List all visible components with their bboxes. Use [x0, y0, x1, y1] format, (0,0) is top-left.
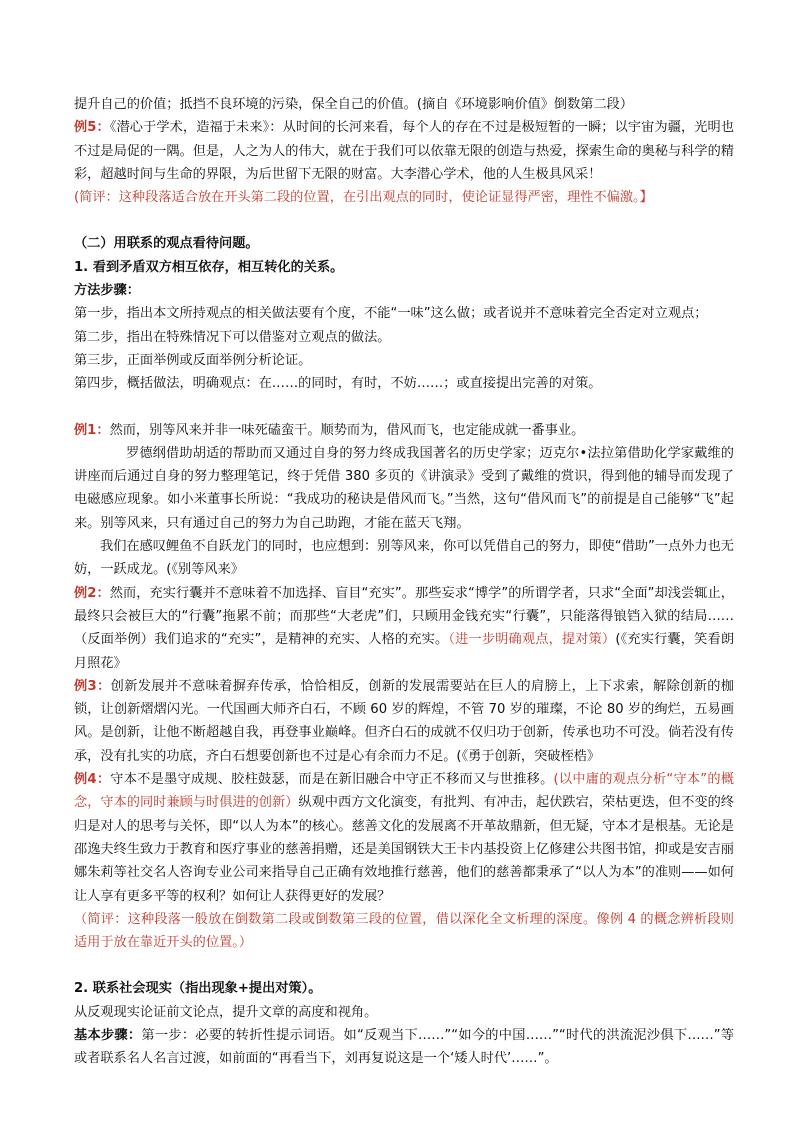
step-4: 第四步，概括做法，明确观点：在……的同时，有时，不妨……；或直接提出完善的对策。 — [74, 376, 602, 392]
example-4-comment: （简评：这种段落一般放在倒数第二段或倒数第三段的位置，借以深化全文析理的深度。像例 4 的概念辨析段则适用于放在靠近开头的位置。） — [74, 911, 734, 951]
example-1-paragraph-3: 我们在感叹鲤鱼不自跃龙门的同时，也应想到：别等风来，你可以凭借自己的努力，即使“借助”一点外力也无妨，一跃成龙。(《别等风来》 — [74, 539, 734, 578]
example-5-comment: (简评：这种段落适合放在开头第二段的位置，在引出观点的同时，使论证显得严密，理性不偏激。】 — [74, 190, 653, 206]
basic-steps — [74, 1024, 734, 1071]
example-1-body: 然而，别等风来并非一味死磕蛮干。顺势而为，借风而飞，也定能成就一番事业。 — [109, 422, 585, 438]
spacer — [74, 209, 734, 232]
example-4-body-a: 守本不是墨守成规、胶柱鼓瑟，而是在新旧融合中守正不移而又与世推移。 — [110, 772, 554, 788]
example-1-paragraph-2: 罗德纲借助胡适的帮助而又通过自身的努力终成我国著名的历史学家；迈克尔•法拉第借助化学家戴维的讲座而后通过自身的努力整理笔记，终于凭借 380 多页的《讲演录》受到了戴维的赏识，得到他的辅导而发现了电磁感应现象。如小米董事长所说：“我成功的秘诀是借风而飞。”当然，这句“借风而飞”的前提是自己能够“飞”起来。别等风来，只有通过自己的努力为自己助跑，才能在蓝天飞翔。 — [74, 445, 734, 531]
example-4-body-b: 纵观中西方文化演变，有批判、有冲击，起伏跌宕，荣枯更迭，但不变的终归是对人的思考与关怀，即“以人为本”的核心。慈善文化的发展离不开革故鼎新，但无疑，守本才是根基。无论是邵逸夫终生致力于教育和医疗事业的慈善捐赠，还是美国钢铁大王卡内基投资上亿修建公共图书馆，抑或是安吉丽娜朱莉等社交名人咨询专业公司来指导自己正确有效地推行慈善，他们的慈善都秉承了“以人为本”的准则——如何让人享有更多平等的权利？如何让人获得更好的发展？ — [74, 795, 734, 904]
example-4-note: (以中庸的观点分析“守本”的概念，守本的同时兼顾与时俱进的创新） — [74, 772, 735, 811]
example-2-source: (《充实行囊，笑看朗月照花》 — [74, 632, 735, 671]
example-1-label: 例1： — [74, 422, 110, 438]
example-5 — [74, 116, 734, 186]
subsection-heading-1: 1. 看到矛盾双方相互依存，相互转化的关系。 — [74, 259, 344, 275]
example-1 — [74, 419, 734, 442]
example-3 — [74, 675, 734, 768]
step-2: 第二步，指出在特殊情况下可以借鉴对立观点的做法。 — [74, 329, 391, 345]
spacer — [74, 396, 734, 419]
example-3-body: 创新发展并不意味着摒弃传承，恰恰相反，创新的发展需要站在巨人的肩膀上，上下求索，解除创新的枷锁，让创新熠熠闪光。一代国画大师齐白石，不顾 60 岁的辉煌，不管 70 岁的璀璨，不论 80 岁的绚烂，五易画风。是创新，让他不断超越自我，再登事业巅峰。但齐白石的成就不仅归功于创新，传承也功不可没。倘若没有传承，没有扎实的功底，齐白石想要创新也不过是心有余而力不足。(《勇于创新，突破桎梏》 — [74, 678, 734, 764]
example-3-label: 例3： — [74, 678, 111, 694]
spacer — [74, 954, 734, 977]
example-2 — [74, 582, 734, 675]
example-4-label: 例4： — [74, 772, 111, 788]
example-2-label: 例2： — [74, 585, 110, 601]
basic-steps-title: 基本步骤： — [74, 1027, 142, 1043]
step-3: 第三步，正面举例或反面举例分析论证。 — [74, 352, 312, 368]
example-4 — [74, 768, 734, 908]
section-heading: （二）用联系的观点看待问题。 — [74, 236, 259, 252]
subsection-heading-2: 2. 联系社会现实（指出现象+提出对策）。 — [74, 981, 322, 997]
document-page — [74, 93, 734, 1071]
basic-steps-body: 第一步：必要的转折性提示词语。如“反观当下……”“如今的中国……”“时代的洪流泥沙俱下……”等或者联系名人名言过渡，如前面的“再看当下，刘再复说这是一个‘矮人时代’……”。 — [74, 1027, 735, 1067]
example-5-body: 《潜心于学术，造福于未来》：从时间的长河来看，每个人的存在不过是极短暂的一瞬；以宇宙为疆，光明也不过是局促的一隅。但是，人之为人的伟大，就在于我们可以依靠无限的创造与热爱，探索生命的奥秘与科学的精彩，超越时间与生命的界限，为后世留下无限的财富。大李潜心学术，他的人生极具风采！ — [74, 120, 735, 182]
method-title: 方法步骤： — [74, 283, 140, 299]
example-2-note: （进一步明确观点，提对策） — [448, 632, 616, 648]
paragraph-intro: 提升自己的价值；抵挡不良环境的污染，保全自己的价值。(摘自《环境影响价值》倒数第二段） — [74, 97, 634, 112]
subsection-2-intro: 从反观现实论证前文论点，提升文章的高度和视角。 — [74, 1004, 378, 1020]
step-1: 第一步，指出本文所持观点的相关做法要有个度，不能“一味”这么做；或者说并不意味着完全否定对立观点； — [74, 306, 708, 322]
example-5-label: 例5： — [74, 120, 110, 136]
example-2-body: 然而，充实行囊并不意味着不加选择、盲目“充实”。那些妄求“博学”的所谓学者，只求“全面”却浅尝辄止，最终只会被巨大的“行囊”拖累不前；而那些“大老虎”们，只顾用金钱充实“行囊”，只能落得锒铛入狱的结局……（反面举例）我们追求的“充实”，是精神的充实、人格的充实。 — [74, 585, 734, 648]
